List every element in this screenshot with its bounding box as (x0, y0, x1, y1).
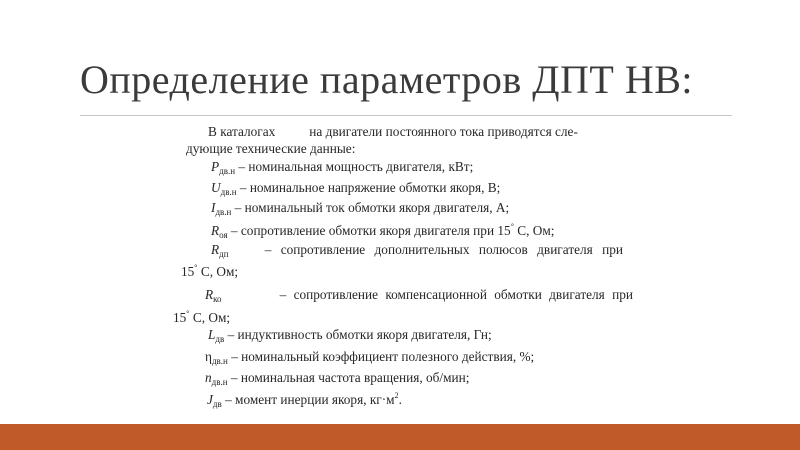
param-description: – индуктивность обмотки якоря двигателя, Гн; (227, 327, 492, 342)
param-subscript: дв.н (219, 166, 236, 176)
degree-superscript: ° (510, 222, 514, 231)
param-symbol: η (205, 349, 212, 364)
param-subscript: ко (213, 294, 222, 304)
param-description: – номинальное напряжение обмотки якоря, В; (239, 180, 501, 195)
intro-text-a: В каталогах (208, 124, 276, 139)
param-description: – сопротивление компенсационной обмотки двигателя при (279, 287, 633, 302)
param-symbol: L (208, 327, 216, 342)
param-description: – момент инерции якоря, кг·м (225, 392, 395, 407)
param-symbol: n (205, 370, 212, 385)
degree-superscript: ° (194, 263, 198, 272)
param-subscript: дв (215, 334, 225, 344)
param-symbol: R (205, 287, 214, 302)
param-symbol: J (207, 392, 213, 407)
param-symbol: P (211, 159, 220, 174)
param-line (207, 391, 402, 409)
param-unit: С, Ом; (513, 223, 555, 238)
param-description: – номинальная частота вращения, об/мин; (230, 370, 470, 385)
param-line (211, 180, 500, 197)
continuation-number: 15 (173, 310, 187, 325)
param-subscript: дв.н (211, 356, 228, 366)
continuation-number: 15 (181, 264, 195, 279)
param-line (211, 159, 473, 176)
param-subscript: дв.н (215, 207, 232, 217)
param-subscript: оя (219, 230, 228, 240)
param-description: – номинальная мощность двигателя, кВт; (238, 159, 474, 174)
param-description: – сопротивление дополнительных полюсов двигателя при (264, 242, 623, 257)
param-unit: С, Ом; (189, 310, 231, 325)
param-unit: . (398, 392, 402, 407)
param-description: – номинальный коэффициент полезного действия, %; (231, 349, 535, 364)
param-line (205, 349, 534, 366)
intro-line-1 (208, 124, 578, 140)
param-subscript: дв (212, 399, 222, 409)
param-subscript: дп (219, 249, 229, 259)
intro-text-b: на двигатели постоянного тока приводятся сле- (309, 124, 578, 139)
param-description: – номинальный ток обмотки якоря двигателя, А; (234, 200, 510, 215)
param-continuation (173, 309, 230, 326)
power-superscript: 2 (394, 391, 399, 400)
param-line (205, 370, 469, 387)
title-divider (80, 115, 732, 116)
param-symbol: R (211, 223, 220, 238)
param-unit: С, Ом; (197, 264, 239, 279)
param-symbol: U (211, 180, 221, 195)
param-continuation (181, 263, 238, 280)
param-subscript: дв.н (220, 187, 237, 197)
param-symbol: R (211, 242, 220, 257)
param-line (211, 242, 623, 259)
degree-superscript: ° (186, 309, 190, 318)
intro-line-2: дующие технические данные: (186, 141, 356, 156)
param-line (211, 222, 554, 240)
param-line (208, 327, 492, 344)
footer-accent-bar (0, 424, 800, 450)
param-description: – сопротивление обмотки якоря двигателя при 15 (230, 223, 511, 238)
param-line (205, 287, 633, 304)
param-symbol: I (211, 200, 216, 215)
param-line (211, 200, 509, 217)
slide-title: Определение параметров ДПТ НВ: (80, 57, 694, 102)
param-subscript: дв.н (211, 377, 228, 387)
